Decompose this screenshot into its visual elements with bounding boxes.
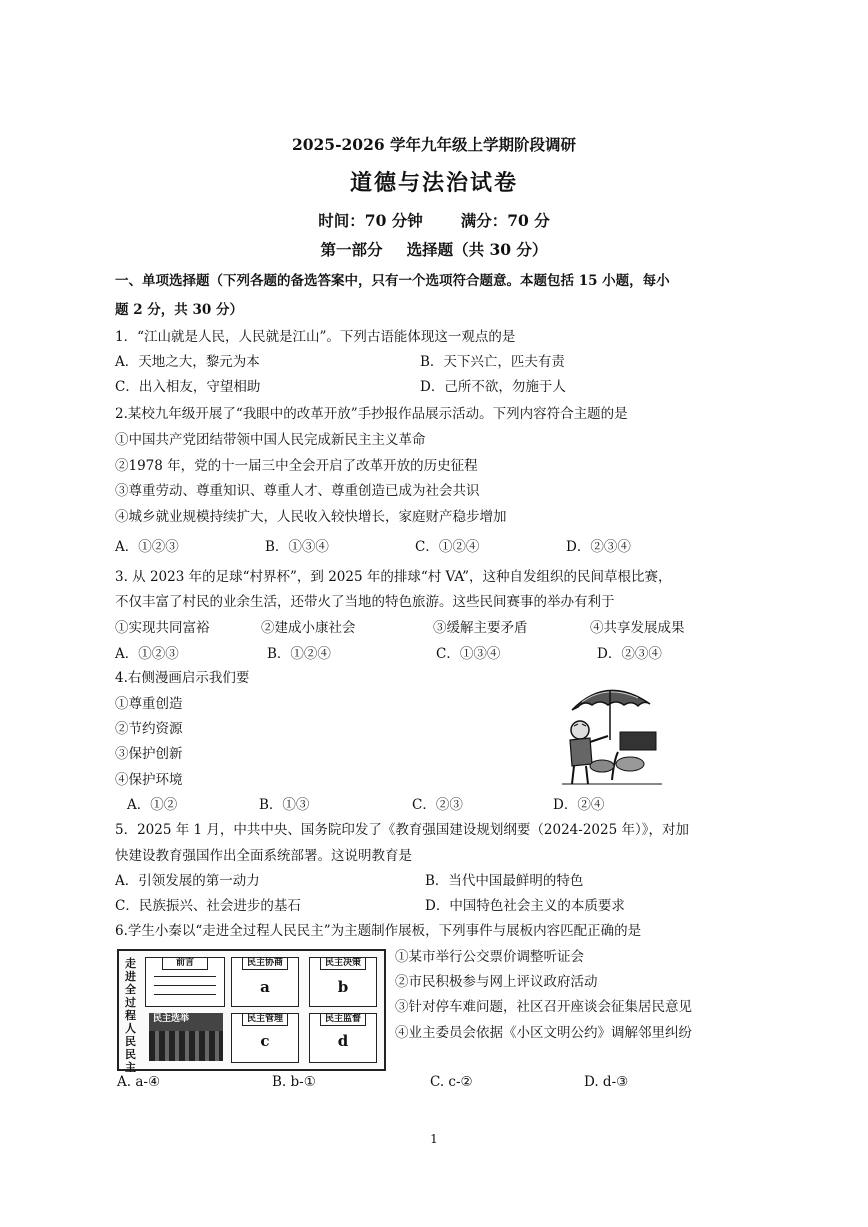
q4-item-3: ③保护创新: [115, 746, 183, 762]
q2-option-a: A．①②③: [115, 539, 179, 555]
board-preface-label: 前言: [162, 957, 208, 970]
q1-option-d: D．己所不欲，勿施于人: [420, 379, 566, 395]
q4-stem: 4.右侧漫画启示我们要: [115, 670, 250, 686]
section-instruction-cont: 题 2 分，共 30 分）: [115, 302, 243, 318]
q1-option-c: C．出入相友，守望相助: [115, 379, 261, 395]
q3-stem-line1: 3. 从 2023 年的足球“村界杯”，到 2025 年的排球“村 VA”，这种自发组织的民间草根比赛，: [115, 569, 672, 585]
q2-option-d: D．②③④: [566, 539, 631, 555]
q3-option-a: A．①②③: [115, 646, 179, 662]
board-letter-c: c: [260, 1032, 270, 1050]
board-supervise-label: 民主监督: [320, 1013, 366, 1026]
q5-option-d: D．中国特色社会主义的本质要求: [425, 898, 625, 914]
exam-meta: [0, 213, 868, 229]
q6-option-d: D. d-③: [584, 1074, 629, 1090]
board-decide-label: 民主决策: [320, 957, 366, 970]
exam-title: 道德与法治试卷: [349, 170, 518, 196]
q2-option-c: C．①②④: [415, 539, 480, 555]
q6-option-c: C. c-②: [430, 1074, 473, 1090]
q5-option-c: C．民族振兴、社会进步的基石: [115, 898, 301, 914]
q3-option-d: D．②③④: [597, 646, 662, 662]
board-manage-label: 民主管理: [242, 1013, 288, 1026]
q6-item-3: ③针对停车难问题，社区召开座谈会征集居民意见: [395, 999, 692, 1015]
board-letter-d: d: [337, 1032, 349, 1050]
q6-item-2: ②市民积极参与网上评议政府活动: [395, 974, 598, 990]
section-instruction: 一、单项选择题（下列各题的备选答案中，只有一个选项符合题意。本题包括 15 小题，每小: [115, 273, 670, 289]
board-box-manage: [231, 1013, 299, 1063]
part-label: 第一部分: [320, 240, 383, 259]
q5-stem-line1: 5．2025 年 1 月，中共中央、国务院印发了《教育强国建设规划纲要（2024-2025 年）》，对加: [115, 822, 689, 838]
q4-option-d: D．②④: [553, 797, 605, 813]
q2-item-2: ②1978 年，党的十一届三中全会开启了改革开放的历史征程: [115, 458, 478, 474]
q3-option-b: B．①②④: [267, 646, 331, 662]
q6-item-4: ④业主委员会依据《小区文明公约》调解邻里纠纷: [395, 1025, 692, 1041]
time-label: 时间：70 分钟: [318, 211, 423, 230]
board-vertical-title: 走进全过程人民民主: [125, 957, 136, 1074]
q5-option-a: A．引领发展的第一动力: [115, 873, 260, 889]
q5-stem-line2: 快建设教育强国作出全面系统部署。这说明教育是: [115, 848, 412, 864]
q1-option-b: B．天下兴亡，匹夫有责: [420, 354, 565, 370]
q4-item-4: ④保护环境: [115, 772, 183, 788]
exhibition-board: [117, 949, 386, 1074]
q6-option-a: A. a-④: [117, 1074, 161, 1090]
q3-item-4: ④共享发展成果: [590, 620, 685, 636]
q2-stem: 2.某校九年级开展了“我眼中的改革开放”手抄报作品展示活动。下列内容符合主题的是: [115, 406, 628, 422]
q2-item-4: ④城乡就业规模持续扩大，人民收入较快增长，家庭财产稳步增加: [115, 509, 507, 525]
q6-item-1: ①某市举行公交票价调整听证会: [395, 949, 584, 965]
q3-item-3: ③缓解主要矛盾: [433, 620, 528, 636]
q6-stem: 6.学生小秦以“走进全过程人民民主”为主题制作展板，下列事件与展板内容匹配正确的是: [115, 923, 642, 939]
board-preface-box: [145, 957, 225, 1007]
page-number: 1: [430, 1132, 438, 1146]
q1-stem: 1．“江山就是人民，人民就是江山”。下列古语能体现这一观点的是: [115, 329, 516, 345]
part-heading: [0, 242, 868, 258]
part-title: 选择题（共 30 分）: [406, 240, 548, 259]
board-consult-label: 民主协商: [242, 957, 288, 970]
q3-option-c: C．①③④: [436, 646, 501, 662]
q4-option-b: B．①③: [259, 797, 310, 813]
q3-item-1: ①实现共同富裕: [115, 620, 210, 636]
q1-option-a: A．天地之大，黎元为本: [115, 354, 260, 370]
q5-option-b: B．当代中国最鲜明的特色: [425, 873, 584, 889]
q6-option-b: B. b-①: [272, 1074, 316, 1090]
board-election-photo: [149, 1013, 223, 1061]
q3-stem-line2: 不仅丰富了村民的业余生活，还带火了当地的特色旅游。这些民间赛事的举办有利于: [115, 594, 615, 610]
q4-option-c: C．②③: [412, 797, 463, 813]
q4-item-2: ②节约资源: [115, 721, 183, 737]
board-letter-a: a: [260, 978, 270, 996]
board-election-label: 民主选举: [153, 1014, 190, 1024]
q4-item-1: ①尊重创造: [115, 696, 183, 712]
board-letter-b: b: [337, 978, 349, 996]
score-label: 满分：70 分: [460, 211, 550, 230]
q2-item-1: ①中国共产党团结带领中国人民完成新民主主义革命: [115, 432, 426, 448]
board-box-supervise: [309, 1013, 377, 1063]
cartoon-illustration: [552, 680, 670, 788]
board-box-consult: [231, 957, 299, 1007]
board-box-decide: [309, 957, 377, 1007]
q2-item-3: ③尊重劳动、尊重知识、尊重人才、尊重创造已成为社会共识: [115, 483, 480, 499]
exam-header-line: 2025-2026 学年九年级上学期阶段调研: [291, 135, 577, 154]
q3-item-2: ②建成小康社会: [261, 620, 356, 636]
q2-option-b: B．①③④: [265, 539, 329, 555]
q4-option-a: A．①②: [127, 797, 178, 813]
